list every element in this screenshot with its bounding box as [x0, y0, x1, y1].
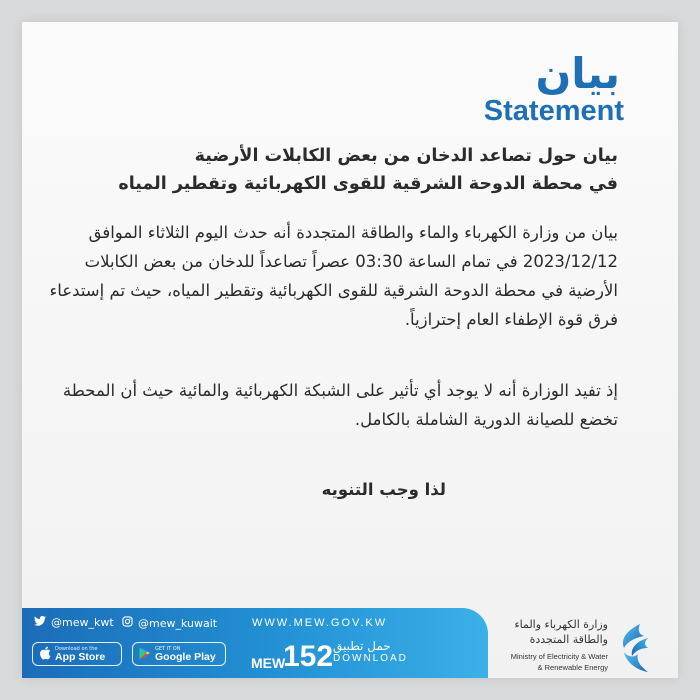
google-play-caption: GET IT ON — [155, 645, 181, 652]
download-english: DOWNLOAD — [333, 653, 408, 664]
body-paragraph-1: بيان من وزارة الكهرباء والماء والطاقة المتجددة أنه حدث اليوم الثلاثاء الموافق 2023/12/12 في تمام الساعة 03:30 عصراً تصاعداً للدخان من بعض الكابلات الأرضية في محطة الدوحة الشرقية للقوى الكهربائية وتقطير المياه، حيث تم إستدعاء فرق قوة الإطفاء العام إحترازياً. — [49, 223, 618, 329]
ministry-name-arabic-2: والطاقة المتجددة — [529, 633, 608, 646]
download-label — [333, 639, 408, 664]
twitter-icon — [34, 616, 46, 629]
ministry-branding — [470, 620, 660, 676]
ministry-name-english-2: & Renewable Energy — [537, 663, 608, 672]
twitter-handle: @mew_kwt — [51, 616, 114, 629]
ministry-name-arabic-1: وزارة الكهرباء والماء — [514, 618, 608, 631]
google-play-icon — [139, 645, 151, 664]
instagram-handle: @mew_kuwait — [138, 616, 218, 630]
mew-number: 152 — [283, 640, 334, 673]
statement-card — [22, 22, 678, 678]
subject-line-1: بيان حول تصاعد الدخان من بعض الكابلات الأرضية — [194, 146, 618, 166]
appstore-label: App Store — [55, 650, 106, 663]
appstore-badge[interactable] — [32, 642, 122, 666]
download-arabic: حمل تطبيق — [333, 639, 391, 653]
subject-line-2: في محطة الدوحة الشرقية للقوى الكهربائية وتقطير المياه — [118, 174, 618, 194]
mew-code: MEW — [251, 655, 286, 671]
ministry-logo — [614, 622, 660, 674]
google-play-label: Google Play — [155, 650, 216, 663]
instagram-link[interactable] — [122, 616, 217, 630]
apple-icon — [39, 645, 51, 664]
website-link[interactable]: WWW.MEW.GOV.KW — [252, 617, 388, 629]
footer-bar — [22, 608, 488, 678]
body-paragraph-2: إذ تفيد الوزارة أنه لا يوجد أي تأثير على الشبكة الكهربائية والمائية حيث أن المحطة تخضع للصيانة الدورية الشاملة بالكامل. — [62, 381, 618, 429]
title-english: Statement — [483, 95, 624, 127]
twitter-link[interactable] — [34, 616, 114, 629]
ministry-name-english-1: Ministry of Electricity & Water — [510, 652, 608, 661]
google-play-badge[interactable] — [132, 642, 226, 666]
subject-heading — [78, 142, 618, 198]
title-arabic: بيان — [535, 49, 620, 98]
instagram-icon — [122, 616, 133, 630]
appstore-caption: Download on the — [55, 645, 98, 652]
closing-note: لذا وجب التنويه — [321, 480, 446, 499]
